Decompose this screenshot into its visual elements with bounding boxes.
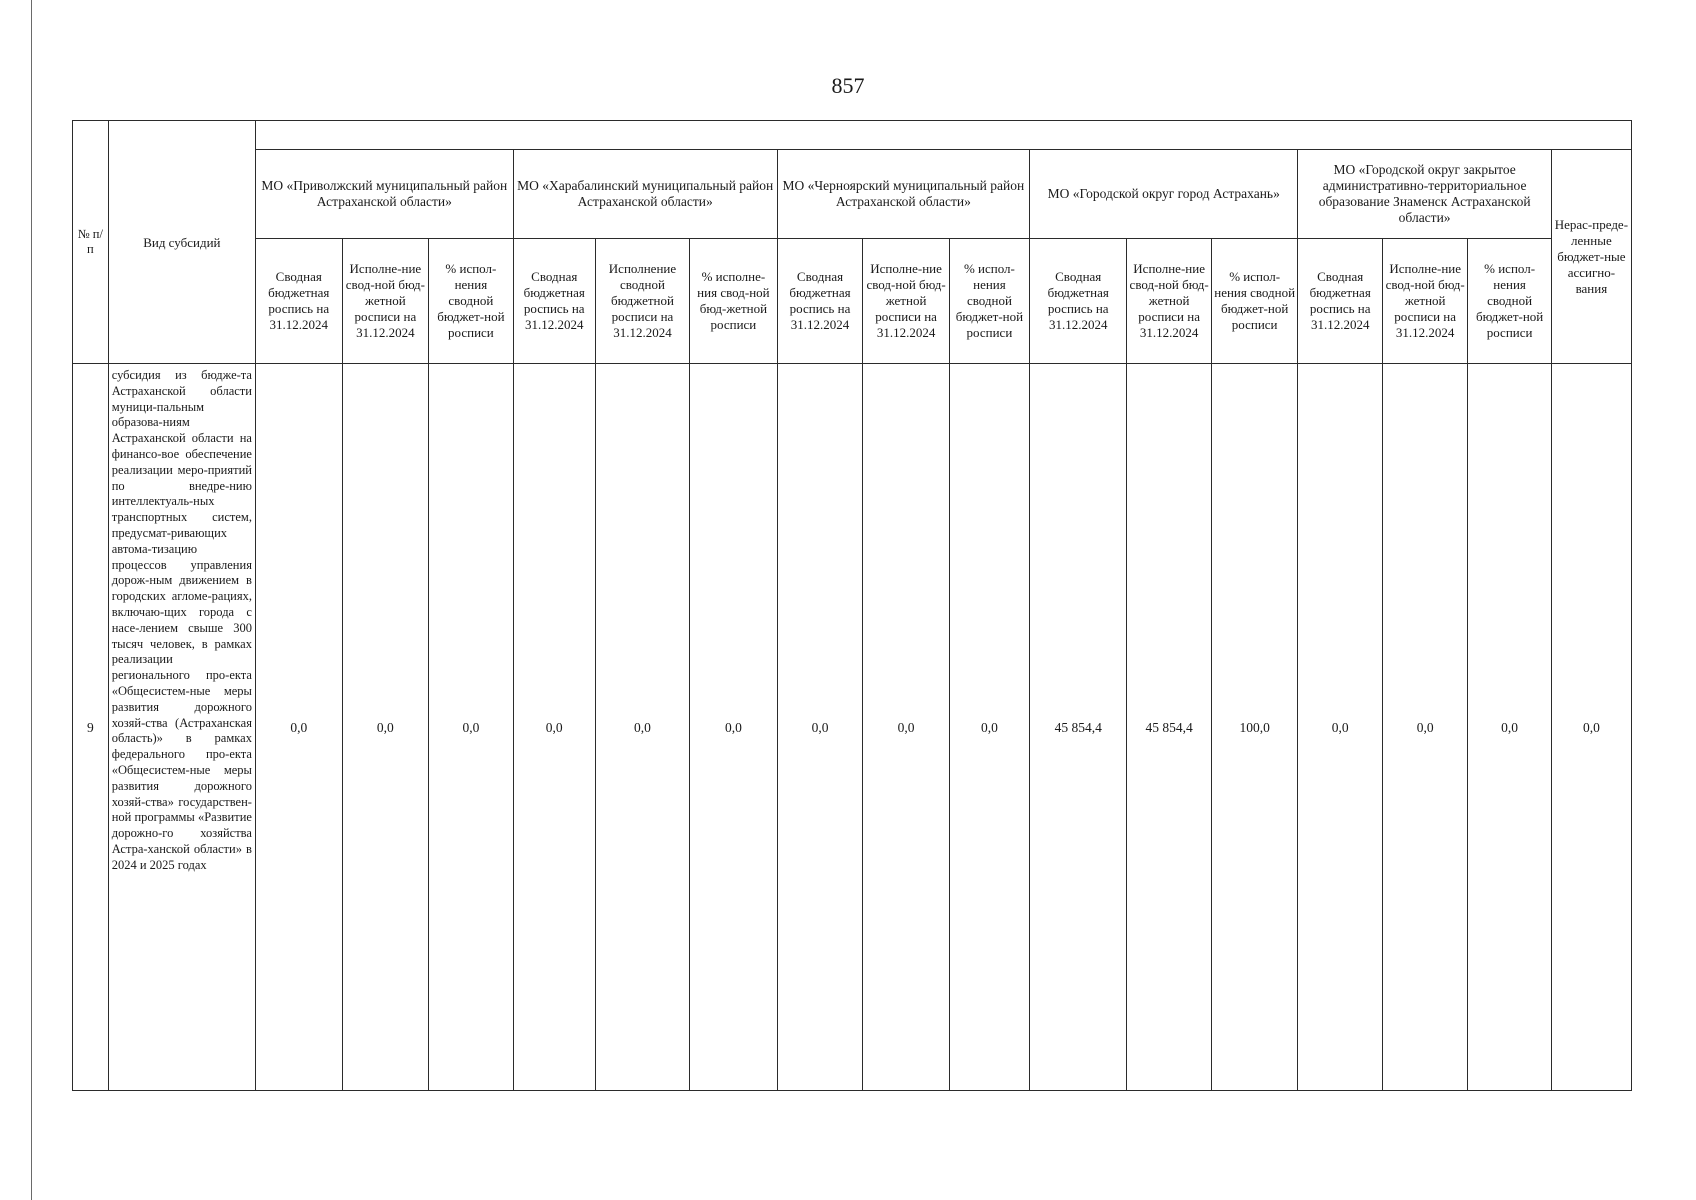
page-number: 857 (831, 73, 865, 98)
value-cell: 0,0 (1468, 364, 1551, 1091)
value-cell: 45 854,4 (1127, 364, 1211, 1091)
unallocated-value-cell: 0,0 (1551, 364, 1631, 1091)
row-number-cell: 9 (73, 364, 109, 1091)
value-cell: 0,0 (690, 364, 778, 1091)
value-cell: 45 854,4 (1029, 364, 1126, 1091)
value-cell: 0,0 (255, 364, 342, 1091)
subheader-execution: Исполнение сводной бюджетной росписи на 31.12.2024 (595, 239, 689, 364)
subheader-budget-plan: Сводная бюджетная роспись на 31.12.2024 (513, 239, 595, 364)
value-cell: 100,0 (1211, 364, 1298, 1091)
value-cell: 0,0 (1382, 364, 1468, 1091)
margin-line (31, 0, 32, 1200)
subheader-execution-percent: % испол-нения сводной бюджет-ной росписи (1211, 239, 1298, 364)
table-row (73, 364, 1632, 1091)
value-cell: 0,0 (777, 364, 863, 1091)
value-cell: 0,0 (949, 364, 1029, 1091)
row-number-header: № п/п (73, 121, 109, 364)
subsidy-type-header: Вид субсидий (108, 121, 255, 364)
group-header-privolzhsky: МО «Приволжский муниципальный район Астраханской области» (255, 150, 513, 239)
subheader-execution-percent: % испол-нения сводной бюджет-ной росписи (949, 239, 1029, 364)
header-subcolumns-row (73, 239, 1632, 364)
subheader-budget-plan: Сводная бюджетная роспись на 31.12.2024 (255, 239, 342, 364)
value-cell: 0,0 (342, 364, 429, 1091)
value-cell: 0,0 (513, 364, 595, 1091)
value-cell: 0,0 (1298, 364, 1382, 1091)
unallocated-header: Нерас-преде-ленные бюджет-ные ассигно-вания (1551, 150, 1631, 364)
value-cell: 0,0 (595, 364, 689, 1091)
group-header-chernoyarsky: МО «Черноярский муниципальный район Астраханской области» (777, 150, 1029, 239)
subheader-execution-percent: % исполне-ния свод-ной бюд-жетной росписи (690, 239, 778, 364)
value-cell: 0,0 (429, 364, 513, 1091)
subsidy-description-cell: субсидия из бюдже-та Астраханской области муници-пальным образова-ниям Астраханской области на финансо-вое обеспечение реализации меро-приятий по внедре-нию интеллектуаль-ных транспортных систем, предусмат-ривающих автома-тизацию процессов управления дорож-ным движением в городских агломе-рациях, включаю-щих города с насе-лением свыше 300 тысяч человек, в рамках реализации регионального про-екта «Общесистем-ные меры развития дорожного хозяй-ства (Астраханская область)» в рамках федерального про-екта «Общесистем-ные меры развития дорожного хозяй-ства» государствен-ной программы «Развитие дорожно-го хозяйства Астра-ханской области» в 2024 и 2025 годах (108, 364, 255, 1091)
header-top-row (73, 121, 1632, 150)
header-groups-row (73, 150, 1632, 239)
subheader-budget-plan: Сводная бюджетная роспись на 31.12.2024 (1029, 239, 1126, 364)
subheader-execution-percent: % испол-нения сводной бюджет-ной росписи (429, 239, 513, 364)
header-top-band (255, 121, 1631, 150)
subheader-budget-plan: Сводная бюджетная роспись на 31.12.2024 (1298, 239, 1382, 364)
subheader-execution: Исполне-ние свод-ной бюд-жетной росписи на 31.12.2024 (342, 239, 429, 364)
subsidy-table (72, 120, 1632, 1091)
subheader-execution-percent: % испол-нения сводной бюджет-ной росписи (1468, 239, 1551, 364)
group-header-znamensk: МО «Городской округ закрытое административно-территориальное образование Знаменск Астраханской области» (1298, 150, 1551, 239)
subheader-execution: Исполне-ние свод-ной бюд-жетной росписи на 31.12.2024 (1127, 239, 1211, 364)
group-header-astrakhan-city: МО «Городской округ город Астрахань» (1029, 150, 1297, 239)
subheader-execution: Исполне-ние свод-ной бюд-жетной росписи на 31.12.2024 (863, 239, 950, 364)
subheader-execution: Исполне-ние свод-ной бюд-жетной росписи на 31.12.2024 (1382, 239, 1468, 364)
value-cell: 0,0 (863, 364, 950, 1091)
group-header-kharabalinsky: МО «Харабалинский муниципальный район Астраханской области» (513, 150, 777, 239)
subheader-budget-plan: Сводная бюджетная роспись на 31.12.2024 (777, 239, 863, 364)
